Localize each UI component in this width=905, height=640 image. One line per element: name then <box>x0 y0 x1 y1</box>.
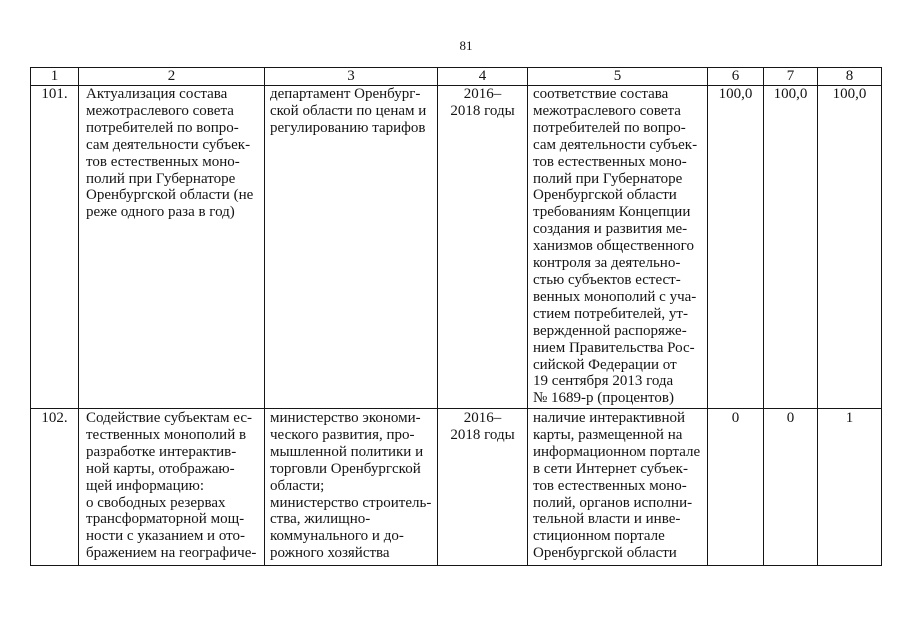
measure-line: потребителей по вопро- <box>86 119 239 136</box>
row-number: 101. <box>31 86 79 409</box>
measure-line: межотраслевого совета <box>86 102 234 119</box>
measure-line: Оренбургской области (не <box>86 187 254 204</box>
indicator-line: в сети Интернет субъек- <box>533 460 688 477</box>
row-number: 102. <box>31 409 79 566</box>
executor-line: торговли Оренбургской <box>270 460 421 477</box>
indicator-line: тов естественных моно- <box>533 153 687 170</box>
header-cell-5: 5 <box>528 68 708 86</box>
executor-line: ства, жилищно- <box>270 511 371 528</box>
indicator-line: сийской Федерации от <box>533 356 677 373</box>
header-cell-6: 6 <box>708 68 764 86</box>
indicator-line: № 1689-р (процентов) <box>533 390 674 407</box>
indicator-line: соответствие состава <box>533 86 669 102</box>
indicator-line: нием Правительства Рос- <box>533 339 695 356</box>
value-cell-col8: 1 <box>818 409 882 566</box>
measure-line: бражением на географиче- <box>86 545 257 562</box>
value-cell-col7: 100,0 <box>764 86 818 409</box>
indicator-line: стием потребителей, ут- <box>533 305 688 322</box>
period-line: 2018 годы <box>450 102 515 119</box>
measure-line: трансформаторной мощ- <box>86 511 245 528</box>
measure-cell <box>79 409 265 566</box>
header-cell-8: 8 <box>818 68 882 86</box>
indicator-cell <box>528 409 708 566</box>
header-cell-3: 3 <box>265 68 438 86</box>
header-cell-7: 7 <box>764 68 818 86</box>
executor-cell <box>265 409 438 566</box>
indicator-line: тельной власти и инве- <box>533 511 681 528</box>
executor-line: ской области по ценам и <box>270 102 427 119</box>
indicator-line: ханизмов общественного <box>533 238 694 255</box>
executor-line: департамент Оренбург- <box>270 86 421 102</box>
value-cell-col8: 100,0 <box>818 86 882 409</box>
table-header-row <box>31 68 882 86</box>
value-cell-col6: 0 <box>708 409 764 566</box>
table-row <box>31 86 882 409</box>
measure-line: полий при Губернаторе <box>86 170 236 187</box>
period-line: 2018 годы <box>450 426 515 443</box>
indicator-cell <box>528 86 708 409</box>
indicator-line: венных монополий с уча- <box>533 288 697 305</box>
measure-line: тов естественных моно- <box>86 153 240 170</box>
measure-line: сам деятельности субъек- <box>86 136 251 153</box>
indicator-line: полий, органов исполни- <box>533 494 693 511</box>
table-row <box>31 409 882 566</box>
measure-line: ности с указанием и ото- <box>86 528 245 545</box>
executor-line: мышленной политики и <box>270 443 424 460</box>
indicator-line: сам деятельности субъек- <box>533 136 698 153</box>
measure-line: Содействие субъектам ес- <box>86 410 252 426</box>
header-cell-1: 1 <box>31 68 79 86</box>
indicator-line: требованиям Концепции <box>533 204 691 221</box>
indicator-line: стью субъектов естест- <box>533 271 681 288</box>
header-cell-2: 2 <box>79 68 265 86</box>
indicator-line: карты, размещенной на <box>533 426 683 443</box>
period-line: 2016– <box>463 410 502 426</box>
indicator-line: Оренбургской области <box>533 187 677 204</box>
period-line: 2016– <box>463 86 502 102</box>
measure-line: щей информацию: <box>86 477 205 494</box>
indicator-line: потребителей по вопро- <box>533 119 686 136</box>
indicator-line: создания и развития ме- <box>533 221 688 238</box>
measure-line: разработке интерактив- <box>86 443 237 460</box>
executor-line: министерство экономи- <box>270 410 421 426</box>
page-number: 81 <box>459 38 473 53</box>
executor-line: коммунального и до- <box>270 528 404 545</box>
value-cell-col6: 100,0 <box>708 86 764 409</box>
executor-line: министерство строитель- <box>270 494 432 511</box>
measure-line: о свободных резервах <box>86 494 226 511</box>
measure-cell <box>79 86 265 409</box>
value-cell-col7: 0 <box>764 409 818 566</box>
indicator-line: 19 сентября 2013 года <box>533 373 674 390</box>
period-cell <box>438 409 528 566</box>
measures-table <box>30 67 882 566</box>
indicator-line: вержденной распоряже- <box>533 322 687 339</box>
indicator-line: информационном портале <box>533 443 701 460</box>
indicator-line: Оренбургской области <box>533 545 677 562</box>
indicator-line: контроля за деятельно- <box>533 255 681 272</box>
measure-line: Актуализация состава <box>86 86 228 102</box>
executor-line: области; <box>270 477 325 494</box>
executor-line: регулированию тарифов <box>270 119 426 136</box>
indicator-line: наличие интерактивной <box>533 410 686 426</box>
indicator-line: полий при Губернаторе <box>533 170 683 187</box>
header-cell-4: 4 <box>438 68 528 86</box>
indicator-line: тов естественных моно- <box>533 477 687 494</box>
measure-line: реже одного раза в год) <box>86 204 235 221</box>
executor-line: ческого развития, про- <box>270 426 415 443</box>
measure-line: тественных монополий в <box>86 426 247 443</box>
period-cell <box>438 86 528 409</box>
executor-line: рожного хозяйства <box>270 545 390 562</box>
executor-cell <box>265 86 438 409</box>
indicator-line: межотраслевого совета <box>533 102 681 119</box>
measure-line: ной карты, отображаю- <box>86 460 235 477</box>
indicator-line: стиционном портале <box>533 528 665 545</box>
